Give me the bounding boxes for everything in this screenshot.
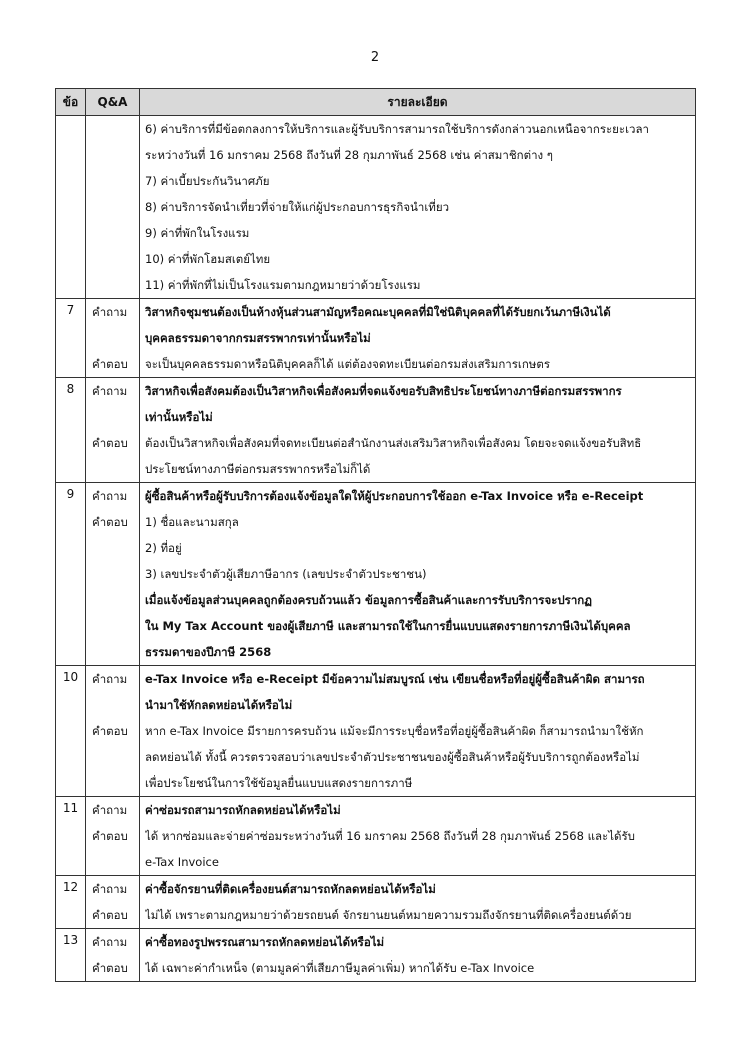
question-label: คำถาม: [92, 384, 128, 398]
continuation-detail-cell: [140, 116, 696, 299]
table-body: [56, 116, 696, 982]
answer-label: คำตอบ: [92, 961, 128, 975]
answer-text: 1) ชื่อและนามสกุล: [145, 515, 239, 529]
question-text: ค่าซื้อจักรยานที่ติดเครื่องยนต์สามารถหักลดหย่อนได้หรือไม่: [145, 882, 436, 896]
question-text: ค่าซ่อมรถสามารถหักลดหย่อนได้หรือไม่: [145, 803, 341, 817]
answer-label: คำตอบ: [92, 357, 128, 371]
continuation-line: 10) ค่าที่พักโฮมสเตย์ไทย: [145, 252, 271, 266]
row-detail-cell: [140, 378, 696, 483]
row-number: 12: [56, 876, 86, 929]
row-number-cell: [56, 116, 86, 299]
row-detail-cell: [140, 797, 696, 876]
answer-emphasis-text: เมื่อแจ้งข้อมูลส่วนบุคคลถูกต้องครบถ้วนแล้ว ข้อมูลการซื้อสินค้าและการรับบริการจะปรากฏ: [145, 593, 592, 607]
answer-text: ต้องเป็นวิสาหกิจเพื่อสังคมที่จดทะเบียนต่อสำนักงานส่งเสริมวิสาหกิจเพื่อสังคม โดยจะจดแจ้งขอรับสิทธิ: [145, 436, 642, 450]
table-row: [56, 666, 696, 797]
answer-emphasis-text: ใน My Tax Account ของผู้เสียภาษี และสามารถใช้ในการยื่นแบบแสดงรายการภาษีเงินได้บุคคล: [145, 619, 631, 633]
table-row: [56, 929, 696, 982]
row-label-cell: [86, 378, 140, 483]
table-header: [56, 89, 696, 116]
qa-table: [55, 88, 696, 982]
question-text: วิสาหกิจชุมชนต้องเป็นห้างหุ้นส่วนสามัญหรือคณะบุคคลที่มิใช่นิติบุคคลที่ได้รับยกเว้นภาษีเงินได้: [145, 305, 611, 319]
continuation-line: 6) ค่าบริการที่มีข้อตกลงการให้บริการและผู้รับบริการสามารถใช้บริการดังกล่าวนอกเหนือจากระยะเวลา: [145, 122, 649, 136]
table-row: [56, 797, 696, 876]
question-label: คำถาม: [92, 305, 128, 319]
answer-text: หาก e-Tax Invoice มีรายการครบถ้วน แม้จะมีการระบุชื่อหรือที่อยู่ผู้ซื้อสินค้าผิด ก็สามารถนำมาใช้หัก: [145, 724, 644, 738]
answer-text: e-Tax Invoice: [145, 855, 219, 869]
answer-text: จะเป็นบุคคลธรรมดาหรือนิติบุคคลก็ได้ แต่ต้องจดทะเบียนต่อกรมส่งเสริมการเกษตร: [145, 357, 551, 371]
question-text: วิสาหกิจเพื่อสังคมต้องเป็นวิสาหกิจเพื่อสังคมที่จดแจ้งขอรับสิทธิประโยชน์ทางภาษีต่อกรมสรรพากร: [145, 384, 622, 398]
answer-text: ประโยชน์ทางภาษีต่อกรมสรรพากรหรือไม่ก็ได้: [145, 462, 371, 476]
answer-label: คำตอบ: [92, 908, 128, 922]
row-detail-cell: [140, 666, 696, 797]
question-label: คำถาม: [92, 489, 128, 503]
row-label-cell: [86, 666, 140, 797]
continuation-line: 11) ค่าที่พักที่ไม่เป็นโรงแรมตามกฎหมายว่าด้วยโรงแรม: [145, 278, 421, 292]
answer-label: คำตอบ: [92, 515, 128, 529]
question-text: เท่านั้นหรือไม่: [145, 410, 213, 424]
row-label-cell: [86, 299, 140, 378]
continuation-line: ระหว่างวันที่ 16 มกราคม 2568 ถึงวันที่ 28 กุมภาพันธ์ 2568 เช่น ค่าสมาชิกต่าง ๆ: [145, 148, 553, 162]
continuation-line: 9) ค่าที่พักในโรงแรม: [145, 226, 250, 240]
page-number: 2: [370, 50, 380, 65]
row-detail-cell: [140, 483, 696, 666]
answer-text: ลดหย่อนได้ ทั้งนี้ ควรตรวจสอบว่าเลขประจำตัวประชาชนของผู้ซื้อสินค้าหรือผู้รับบริการถูกต้องหรือไม่: [145, 750, 640, 764]
question-text: ค่าซื้อทองรูปพรรณสามารถหักลดหย่อนได้หรือไม่: [145, 935, 385, 949]
row-number: 9: [56, 483, 86, 666]
answer-text: ได้ หากซ่อมและจ่ายค่าซ่อมระหว่างวันที่ 16 มกราคม 2568 ถึงวันที่ 28 กุมภาพันธ์ 2568 และได้รับ: [145, 829, 635, 843]
row-detail-cell: [140, 929, 696, 982]
row-label-cell: [86, 797, 140, 876]
header-no: ข้อ: [56, 89, 86, 116]
answer-label: คำตอบ: [92, 724, 128, 738]
row-number: 10: [56, 666, 86, 797]
answer-label: คำตอบ: [92, 436, 128, 450]
question-label: คำถาม: [92, 935, 128, 949]
table-row: [56, 876, 696, 929]
question-label: คำถาม: [92, 672, 128, 686]
question-text: บุคคลธรรมดาจากกรมสรรพากรเท่านั้นหรือไม่: [145, 331, 371, 345]
question-text: e-Tax Invoice หรือ e-Receipt มีข้อความไม่สมบูรณ์ เช่น เขียนชื่อหรือที่อยู่ผู้ซื้อสินค้าผิด สามารถ: [145, 672, 645, 686]
row-detail-cell: [140, 876, 696, 929]
table-row: [56, 483, 696, 666]
continuation-line: 7) ค่าเบี้ยประกันวินาศภัย: [145, 174, 270, 188]
table-row: [56, 299, 696, 378]
answer-text: 3) เลขประจำตัวผู้เสียภาษีอากร (เลขประจำตัวประชาชน): [145, 567, 427, 581]
row-label-cell: [86, 929, 140, 982]
question-label: คำถาม: [92, 882, 128, 896]
row-number: 7: [56, 299, 86, 378]
row-number: 13: [56, 929, 86, 982]
answer-text: ได้ เฉพาะค่ากำเหน็จ (ตามมูลค่าที่เสียภาษีมูลค่าเพิ่ม) หากได้รับ e-Tax Invoice: [145, 961, 535, 975]
row-detail-cell: [140, 299, 696, 378]
header-qa: Q&A: [86, 89, 140, 116]
answer-text: ไม่ได้ เพราะตามกฎหมายว่าด้วยรถยนต์ จักรยานยนต์หมายความรวมถึงจักรยานที่ติดเครื่องยนต์ด้วย: [145, 908, 632, 922]
continuation-line: 8) ค่าบริการจัดนำเที่ยวที่จ่ายให้แก่ผู้ประกอบการธุรกิจนำเที่ยว: [145, 200, 450, 214]
answer-emphasis-text: ธรรมดาของปีภาษี 2568: [145, 645, 272, 659]
question-text: นำมาใช้หักลดหย่อนได้หรือไม่: [145, 698, 293, 712]
question-label: คำถาม: [92, 803, 128, 817]
question-text: ผู้ซื้อสินค้าหรือผู้รับบริการต้องแจ้งข้อมูลใดให้ผู้ประกอบการใช้ออก e-Tax Invoice หรือ e-Receipt: [145, 489, 644, 503]
row-label-cell: [86, 483, 140, 666]
answer-text: เพื่อประโยชน์ในการใช้ข้อมูลยื่นแบบแสดงรายการภาษี: [145, 776, 413, 790]
answer-label: คำตอบ: [92, 829, 128, 843]
header-detail: รายละเอียด: [140, 89, 696, 116]
row-label-cell: [86, 116, 140, 299]
table-row: [56, 378, 696, 483]
row-number: 11: [56, 797, 86, 876]
row-number: 8: [56, 378, 86, 483]
answer-text: 2) ที่อยู่: [145, 541, 182, 555]
row-label-cell: [86, 876, 140, 929]
table-row-continuation: [56, 116, 696, 299]
